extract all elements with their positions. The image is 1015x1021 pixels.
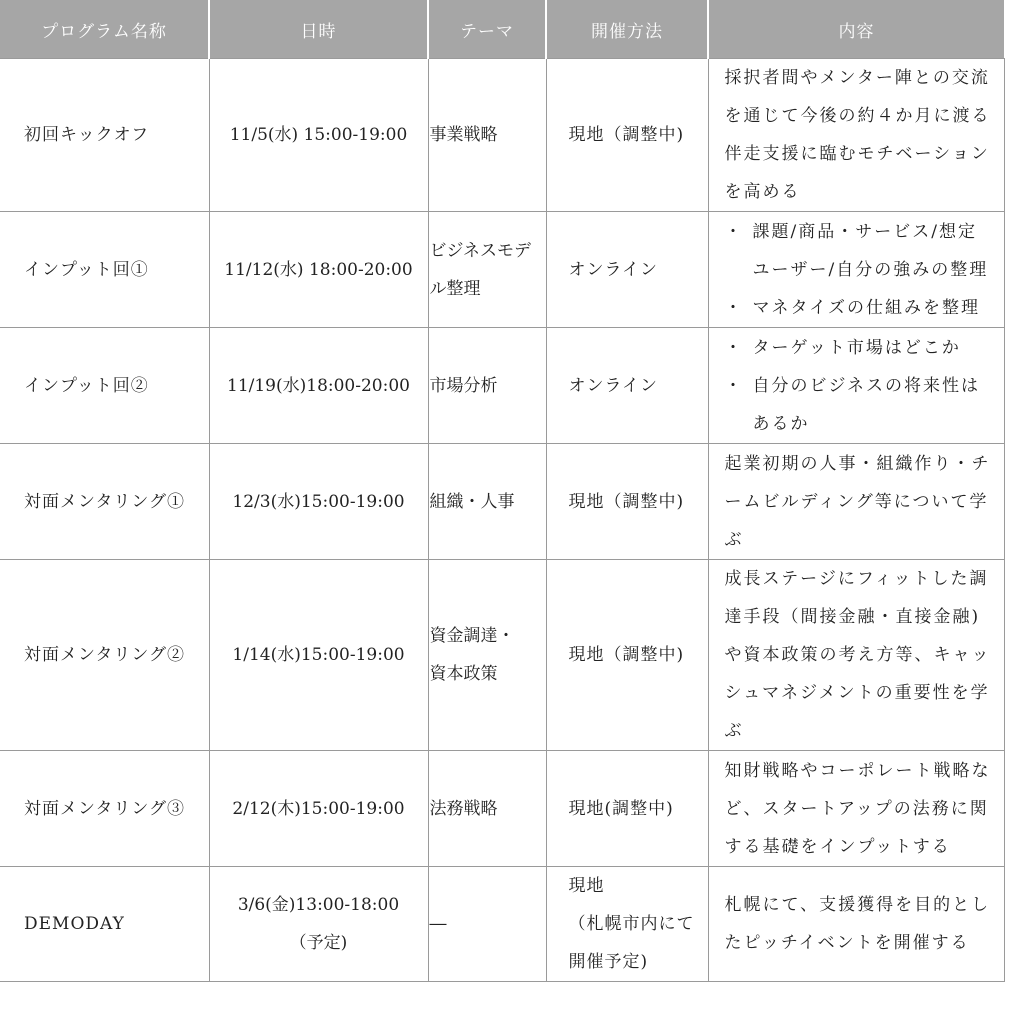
content-line: シュマネジメントの重要性を学: [724, 683, 990, 703]
content-line: ど、スタートアップの法務に関: [724, 798, 989, 819]
cell-datetime-line: 11/5(水) 15:00-19:00: [229, 125, 408, 145]
cell-datetime: [209, 867, 428, 982]
cell-method: [546, 560, 708, 751]
cell-theme: [428, 59, 546, 212]
cell-theme-line: 法務戦略: [429, 798, 498, 819]
table-row: [0, 212, 1004, 328]
cell-content: [708, 751, 1004, 867]
content-line: 達手段（間接金融・直接金融): [724, 607, 981, 627]
content-line: 伴走支援に臨むモチベーション: [724, 144, 990, 164]
content-line: 札幌にて、支援獲得を目的とし: [724, 895, 991, 915]
header-content: 内容: [708, 0, 1004, 59]
table-row: [0, 59, 1004, 212]
table-body: [0, 59, 1004, 982]
cell-method-line: 現地（調整中): [568, 491, 685, 512]
cell-method-line: 現地（調整中): [568, 125, 685, 145]
cell-datetime-line: 1/14(水)15:00-19:00: [232, 645, 405, 665]
cell-datetime-line: 12/3(水)15:00-19:00: [232, 491, 405, 512]
cell-datetime: [209, 751, 428, 867]
cell-content: [708, 560, 1004, 751]
cell-datetime-line: 2/12(木)15:00-19:00: [232, 798, 405, 819]
table-row: [0, 560, 1004, 751]
content-line: 知財戦略やコーポレート戦略な: [724, 760, 991, 781]
cell-content: [708, 444, 1004, 560]
table-row: [0, 328, 1004, 444]
cell-method-line: オンライン: [568, 259, 658, 280]
content-line: や資本政策の考え方等、キャッ: [724, 645, 991, 665]
content-line: 採択者間やメンター陣との交流: [724, 68, 990, 88]
header-datetime: 日時: [209, 0, 428, 59]
bullet-dot-icon: ・: [724, 337, 744, 358]
cell-theme: [428, 751, 546, 867]
cell-theme: [428, 328, 546, 444]
cell-program-name: DEMODAY: [0, 867, 209, 982]
content-line: ぶ: [724, 529, 744, 550]
content-line: を通じて今後の約４か月に渡る: [724, 106, 991, 126]
table-row: [0, 444, 1004, 560]
content-bullet-item: [725, 329, 992, 367]
cell-theme-line: 資金調達・: [429, 626, 515, 646]
cell-theme-line: 事業戦略: [429, 125, 498, 145]
cell-method-line: 現地(調整中): [568, 798, 674, 819]
table-row: [0, 867, 1004, 982]
content-line: を高める: [724, 182, 801, 202]
cell-program-name: 初回キックオフ: [0, 59, 209, 212]
cell-method: [546, 444, 708, 560]
cell-datetime-line: （予定): [289, 933, 348, 953]
content-line: 成長ステージにフィットした調: [724, 569, 989, 589]
cell-program-name: 対面メンタリング②: [0, 560, 209, 751]
cell-theme: [428, 867, 546, 982]
cell-method: [546, 212, 708, 328]
cell-datetime-line: 11/12(水) 18:00-20:00: [224, 259, 413, 280]
bullet-text: マネタイズの仕組みを整理: [752, 297, 980, 318]
cell-theme-line: 組織・人事: [429, 491, 515, 512]
cell-datetime: [209, 59, 428, 212]
cell-program-name: インプット回②: [0, 328, 209, 444]
content-bullet-item: [725, 213, 992, 289]
cell-method-line: （札幌市内にて: [568, 914, 695, 934]
bullet-text: 自分のビジネスの将来性はあるか: [752, 375, 980, 434]
cell-program-name: 対面メンタリング③: [0, 751, 209, 867]
bullet-text: ターゲット市場はどこか: [752, 337, 961, 358]
cell-theme: [428, 212, 546, 328]
cell-theme-line: ―: [429, 914, 447, 934]
header-program-name: プログラム名称: [0, 0, 209, 59]
cell-content: [708, 212, 1004, 328]
cell-content: [708, 59, 1004, 212]
cell-method: [546, 751, 708, 867]
cell-datetime: [209, 560, 428, 751]
cell-datetime: [209, 444, 428, 560]
cell-content: [708, 867, 1004, 982]
table-header-row: [0, 0, 1004, 59]
cell-theme-line: ビジネスモデ: [429, 240, 531, 261]
cell-method: [546, 59, 708, 212]
cell-program-name: 対面メンタリング①: [0, 444, 209, 560]
header-method: 開催方法: [546, 0, 708, 59]
cell-datetime-line: 3/6(金)13:00-18:00: [237, 895, 400, 915]
cell-method: [546, 328, 708, 444]
cell-method-line: 開催予定): [568, 952, 649, 972]
cell-datetime-line: 11/19(水)18:00-20:00: [227, 375, 410, 396]
cell-datetime: [209, 212, 428, 328]
header-theme: テーマ: [428, 0, 546, 59]
cell-method-line: 現地（調整中): [568, 645, 685, 665]
cell-content: [708, 328, 1004, 444]
cell-method-line: オンライン: [568, 375, 658, 396]
cell-method: [546, 867, 708, 982]
content-bullet-item: [725, 367, 992, 443]
cell-theme: [428, 560, 546, 751]
cell-theme: [428, 444, 546, 560]
content-line: ぶ: [724, 721, 744, 741]
content-line: ームビルディング等について学: [724, 491, 989, 512]
cell-method-line: 現地: [568, 876, 605, 896]
cell-theme-line: 資本政策: [429, 664, 498, 684]
bullet-dot-icon: ・: [724, 375, 744, 396]
bullet-dot-icon: ・: [724, 221, 744, 242]
content-line: たピッチイベントを開催する: [724, 933, 970, 953]
bullet-text: 課題/商品・サービス/想定ユーザー/自分の強みの整理: [752, 221, 989, 280]
content-bullet-item: [725, 289, 992, 327]
cell-theme-line: 市場分析: [429, 375, 498, 396]
content-line: 起業初期の人事・組織作り・チ: [724, 453, 991, 474]
table-row: [0, 751, 1004, 867]
bullet-dot-icon: ・: [724, 297, 744, 318]
cell-datetime: [209, 328, 428, 444]
cell-program-name: インプット回①: [0, 212, 209, 328]
content-line: する基礎をインプットする: [724, 836, 951, 857]
cell-theme-line: ル整理: [429, 278, 481, 299]
